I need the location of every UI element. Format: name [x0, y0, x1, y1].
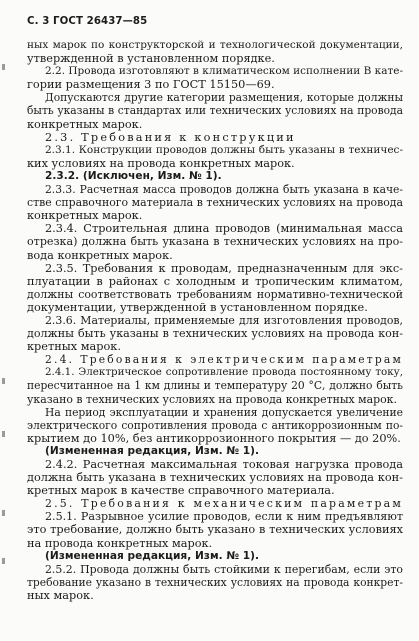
text-line: 2.4.2. Расчетная максимальная токовая нагрузка провода — [45, 458, 403, 471]
text-line: 2.5.2. Провода должны быть стойкими к перегибам, если это — [45, 562, 403, 576]
text-line: 2.3.1. Конструкции проводов должны быть указаны в техничес- — [45, 143, 403, 156]
page-header: С. 3 ГОСТ 26437—85 — [27, 16, 148, 27]
text-line: ных марок по конструкторской и технологической документации, — [27, 39, 403, 51]
text-line: (Измененная редакция, Изм. № 1). — [45, 549, 260, 562]
document-body — [27, 39, 403, 602]
text-line: требование указано в технических условиях на провода конкрет- — [27, 575, 403, 589]
text-line: 2.3.6. Материалы, применяемые для изготовления проводов, — [45, 313, 403, 327]
text-line: крытием до 10%, без антикоррозионного покрытия — до 20%. — [27, 431, 401, 445]
text-line: пересчитанное на 1 км длины и температуру 20 °С, должно быть — [27, 379, 403, 393]
margin-mark — [2, 558, 5, 564]
text-line: Допускаются другие категории размещения, которые должны — [45, 91, 403, 105]
text-line: вода конкретных марок. — [27, 248, 173, 262]
text-line: электрического сопротивления провода с антикоррозионным по- — [27, 418, 403, 432]
text-line: 2.5.1. Разрывное усилие проводов, если к ним предъявляют — [45, 510, 403, 524]
text-line: (Измененная редакция, Изм. № 1). — [45, 444, 260, 457]
text-line: отрезка) должна быть указана в технических условиях на про- — [27, 235, 403, 249]
text-line: 2.3.3. Расчетная масса проводов должна быть указана в каче- — [45, 183, 403, 197]
text-line: гории размещения 3 по ГОСТ 15150—69. — [27, 78, 275, 92]
text-line: конкретных марок. — [27, 117, 143, 131]
text-line: указано в технических условиях на провода конкретных марок. — [27, 392, 397, 406]
text-line: ких условиях на провода конкретных марок. — [27, 156, 295, 170]
text-line: 2.3.4. Строительная длина проводов (минимальная масса — [45, 222, 403, 236]
text-line: на провода конкретных марок. — [27, 536, 213, 550]
text-line: кретных марок. — [27, 340, 121, 354]
text-line: должны соответствовать требованиям нормативно-технической — [27, 287, 403, 301]
text-line: это требование, должно быть указано в технических условиях — [27, 523, 403, 537]
margin-mark — [2, 378, 5, 384]
margin-mark — [2, 64, 5, 70]
text-line: стве справочного материала в технических условиях на провода — [27, 196, 403, 210]
text-line: быть указаны в стандартах или технических условиях на провода — [27, 104, 403, 118]
text-line: конкретных марок. — [27, 209, 143, 223]
text-line: кретных марок в качестве справочного материала. — [27, 484, 335, 498]
text-line: 2.4.1. Электрическое сопротивление провода постоянному току, — [45, 366, 403, 379]
text-line: должна быть указана в технических условиях на провода кон- — [27, 471, 403, 485]
text-line: 2.3. Требования к конструкции — [45, 130, 296, 144]
text-line: 2.3.2. (Исключен, Изм. № 1). — [45, 169, 222, 182]
text-line: ных марок. — [27, 588, 94, 602]
text-line: 2.2. Провода изготовляют в климатическом исполнении В кате- — [45, 65, 404, 78]
text-line: 2.4. Требования к электрическим параметрам — [45, 353, 403, 367]
text-line: документации, утвержденной в установленном порядке. — [27, 300, 368, 314]
margin-mark — [2, 510, 5, 516]
text-line: 2.3.5. Требования к проводам, предназначенным для экс- — [45, 261, 403, 275]
text-line: плуатации в районах с холодным и тропическим климатом, — [27, 274, 403, 288]
text-line: 2.5. Требования к механическим параметрам — [45, 497, 403, 511]
text-line: утвержденной в установленном порядке. — [27, 52, 275, 66]
text-line: должны быть указаны в технических условиях на провода кон- — [27, 327, 403, 341]
margin-mark — [2, 431, 5, 437]
text-line: На период эксплуатации и хранения допускается увеличение — [45, 405, 403, 419]
